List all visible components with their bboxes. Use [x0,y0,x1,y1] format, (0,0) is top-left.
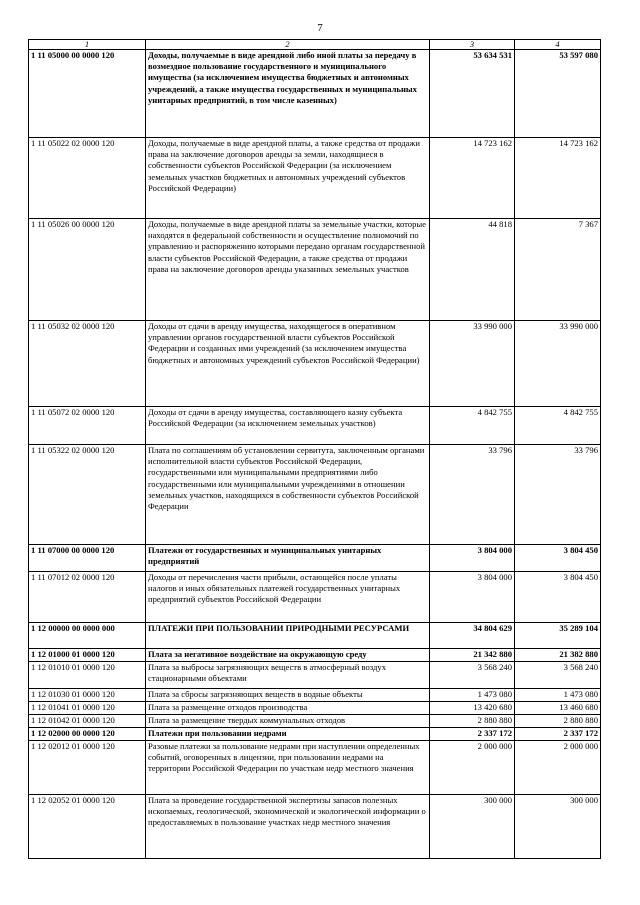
row-code: 1 11 05000 00 0000 120 [29,50,146,138]
table-row [29,219,601,321]
row-code: 1 12 02000 00 0000 120 [29,728,146,741]
row-name: Доходы, получаемые в виде арендной платы за земельные участки, которые находятся в федеральной собственности и осуществление полномочий по управлению и распоряжению которыми передано органам государственной власти субъектов Российской Федерации, а также средства от продажи права на заключение договоров аренды указанных земельных участков [146,219,430,321]
row-value-col3: 21 342 880 [430,649,515,662]
row-code: 1 11 05032 02 0000 120 [29,321,146,407]
row-value-col3: 3 568 240 [430,662,515,689]
table-row [29,572,601,623]
row-code: 1 12 01030 01 0000 120 [29,689,146,702]
row-name: Плата за негативное воздействие на окружающую среду [146,649,430,662]
row-code: 1 12 01010 01 0000 120 [29,662,146,689]
row-value-col3: 44 818 [430,219,515,321]
row-value-col4: 53 597 080 [515,50,601,138]
table-row [29,689,601,702]
table-row [29,445,601,545]
table-row [29,728,601,741]
row-code: 1 12 01042 01 0000 120 [29,715,146,728]
row-name: ПЛАТЕЖИ ПРИ ПОЛЬЗОВАНИИ ПРИРОДНЫМИ РЕСУРСАМИ [146,623,430,649]
row-value-col3: 33 796 [430,445,515,545]
row-value-col4: 3 804 450 [515,545,601,572]
table-row [29,662,601,689]
row-value-col4: 3 568 240 [515,662,601,689]
row-name: Плата за проведение государственной экспертизы запасов полезных ископаемых, геологической, экономической и экологической информации о предоставляемых в пользование участках недр местного значения [146,795,430,859]
row-code: 1 11 05022 02 0000 120 [29,138,146,219]
row-value-col3: 3 804 000 [430,545,515,572]
row-value-col4: 300 000 [515,795,601,859]
table-header-row [29,40,601,50]
row-name: Доходы от сдачи в аренду имущества, находящегося в оперативном управлении органов государственной власти субъектов Российской Федерации и созданных ими учреждений (за исключением имущества бюджетных и автономных учреждений субъектов Российской Федерации) [146,321,430,407]
row-value-col3: 2 337 172 [430,728,515,741]
row-value-col3: 300 000 [430,795,515,859]
row-value-col4: 35 289 104 [515,623,601,649]
row-value-col3: 3 804 000 [430,572,515,623]
header-col-4: 4 [515,40,601,50]
row-code: 1 12 00000 00 0000 000 [29,623,146,649]
row-value-col3: 13 420 680 [430,702,515,715]
table-row [29,795,601,859]
table-row [29,623,601,649]
row-code: 1 11 05072 02 0000 120 [29,407,146,445]
row-value-col3: 1 473 080 [430,689,515,702]
row-value-col4: 2 880 880 [515,715,601,728]
row-value-col4: 2 000 000 [515,741,601,795]
row-value-col3: 53 634 531 [430,50,515,138]
row-name: Доходы, получаемые в виде арендной либо иной платы за передачу в возмездное пользование государственного и муниципального имущества (за исключением имущества бюджетных и автономных учреждений, а также имущества государственных и муниципальных унитарных предприятий, в том числе казенных) [146,50,430,138]
table-row [29,702,601,715]
row-name: Плата за сбросы загрязняющих веществ в водные объекты [146,689,430,702]
row-name: Доходы от сдачи в аренду имущества, составляющего казну субъекта Российской Федерации (за исключением земельных участков) [146,407,430,445]
row-value-col4: 1 473 080 [515,689,601,702]
row-name: Доходы от перечисления части прибыли, остающейся после уплаты налогов и иных обязательных платежей государственных унитарных предприятий субъектов Российской Федерации [146,572,430,623]
table-row [29,321,601,407]
row-code: 1 12 02052 01 0000 120 [29,795,146,859]
row-value-col3: 14 723 162 [430,138,515,219]
row-value-col3: 2 880 880 [430,715,515,728]
row-code: 1 11 07012 02 0000 120 [29,572,146,623]
row-value-col4: 2 337 172 [515,728,601,741]
row-name: Разовые платежи за пользование недрами при наступлении определенных событий, оговоренных в лицензии, при пользовании недрами на территории Российской Федерации по участкам недр местного значения [146,741,430,795]
row-name: Доходы, получаемые в виде арендной платы, а также средства от продажи права на заключение договоров аренды за земли, находящиеся в собственности субъектов Российской Федерации (за исключением земельных участков бюджетных и автономных учреждений субъектов Российской Федерации) [146,138,430,219]
row-value-col4: 33 796 [515,445,601,545]
row-value-col3: 2 000 000 [430,741,515,795]
row-value-col4: 33 990 000 [515,321,601,407]
row-code: 1 12 01041 01 0000 120 [29,702,146,715]
table-row [29,715,601,728]
row-value-col4: 21 382 880 [515,649,601,662]
revenue-table [28,39,601,859]
table-row [29,407,601,445]
row-code: 1 11 07000 00 0000 120 [29,545,146,572]
row-value-col3: 34 804 629 [430,623,515,649]
header-col-3: 3 [430,40,515,50]
table-row [29,138,601,219]
row-code: 1 11 05026 00 0000 120 [29,219,146,321]
row-value-col4: 14 723 162 [515,138,601,219]
row-value-col4: 7 367 [515,219,601,321]
header-col-2: 2 [146,40,430,50]
row-value-col4: 4 842 755 [515,407,601,445]
row-value-col4: 3 804 450 [515,572,601,623]
row-value-col3: 33 990 000 [430,321,515,407]
page-number: 7 [317,22,323,34]
row-name: Плата за выбросы загрязняющих веществ в атмосферный воздух стационарными объектами [146,662,430,689]
row-name: Платежи при пользовании недрами [146,728,430,741]
table-row [29,649,601,662]
row-name: Плата за размещение отходов производства [146,702,430,715]
row-value-col3: 4 842 755 [430,407,515,445]
row-name: Платежи от государственных и муниципальных унитарных предприятий [146,545,430,572]
table-row [29,50,601,138]
table-row [29,545,601,572]
row-name: Плата по соглашениям об установлении сервитута, заключенным органами исполнительной власти субъектов Российской Федерации, государственными или муниципальными предприятиями либо государственными или муниципальными учреждениями в отношении земельных участков, находящихся в собственности субъектов Российской Федерации [146,445,430,545]
row-value-col4: 13 460 680 [515,702,601,715]
row-code: 1 11 05322 02 0000 120 [29,445,146,545]
row-code: 1 12 01000 01 0000 120 [29,649,146,662]
table-row [29,741,601,795]
header-col-1: 1 [29,40,146,50]
row-code: 1 12 02012 01 0000 120 [29,741,146,795]
row-name: Плата за размещение твердых коммунальных отходов [146,715,430,728]
